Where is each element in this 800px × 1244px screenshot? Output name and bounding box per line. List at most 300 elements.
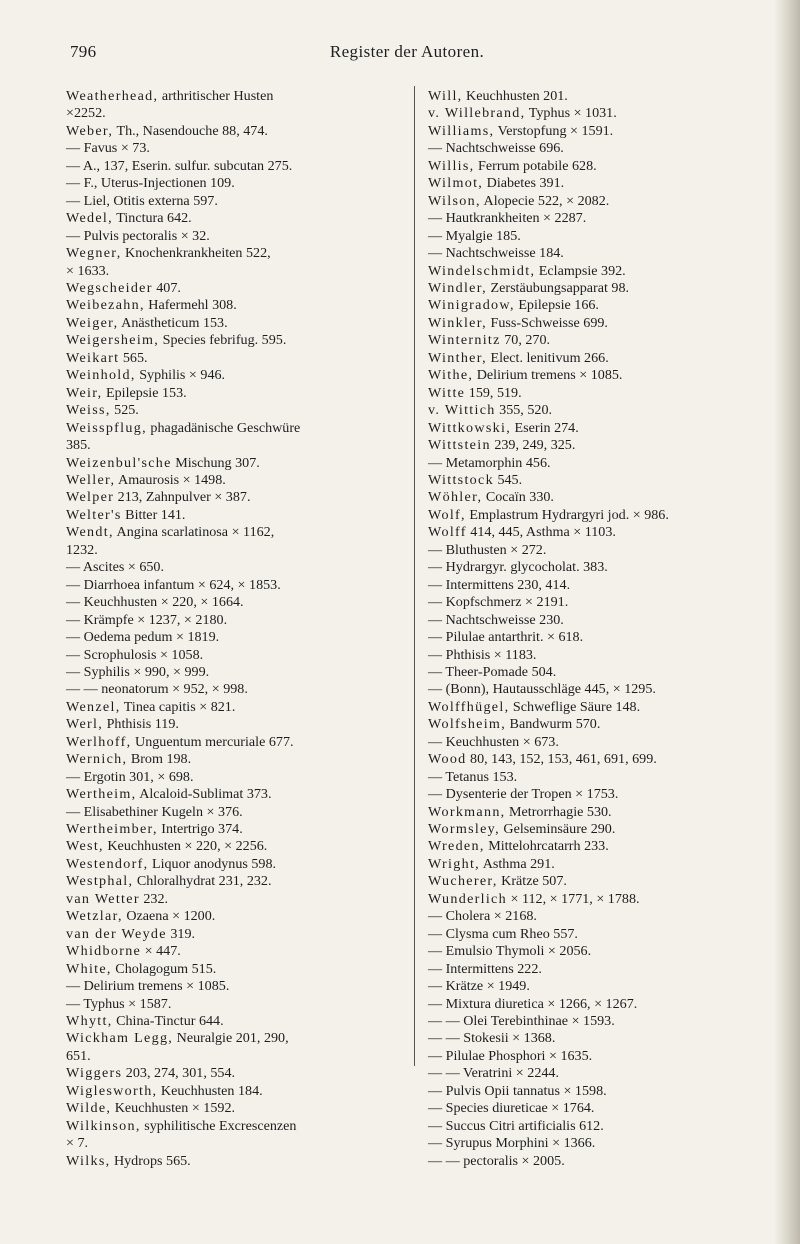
entry-text: Syphilis × 946. xyxy=(135,367,226,384)
index-entry xyxy=(428,210,778,227)
index-entry xyxy=(66,908,408,925)
author-name: Windelschmidt, xyxy=(428,262,536,279)
entry-text: — Kopfschmerz × 2191. xyxy=(428,594,569,611)
author-name: Westendorf, xyxy=(66,855,149,872)
author-name: Wilkinson, xyxy=(66,1117,141,1134)
entry-text: Eserin 274. xyxy=(511,419,579,436)
entry-text: Tinea capitis × 821. xyxy=(120,698,236,715)
entry-text: Krätze 507. xyxy=(497,873,567,890)
index-entry xyxy=(66,629,408,646)
author-name: Wiglesworth, xyxy=(66,1082,158,1099)
entry-text: Knochenkrankheiten 522, xyxy=(121,245,271,262)
index-entry xyxy=(428,699,778,716)
entry-text: — F., Uterus-Injectionen 109. xyxy=(66,175,235,192)
index-entry xyxy=(428,123,778,140)
entry-text: — Hydrargyr. glycocholat. 383. xyxy=(428,559,608,576)
index-entry xyxy=(428,297,778,314)
index-entry xyxy=(428,716,778,733)
index-entry xyxy=(428,873,778,890)
author-name: Weatherhead, xyxy=(66,88,159,104)
entry-text: — — neonatorum × 952, × 998. xyxy=(66,681,248,698)
index-entry xyxy=(428,664,778,681)
index-entry xyxy=(66,524,408,541)
author-name: Weiss, xyxy=(66,402,111,419)
entry-text: 213, Zahnpulver × 387. xyxy=(114,489,251,506)
entry-text: Chloralhydrat 231, 232. xyxy=(133,873,272,890)
author-name: Wunderlich xyxy=(428,890,507,907)
index-entry xyxy=(428,367,778,384)
author-name: Weller, xyxy=(66,471,116,488)
index-entry xyxy=(428,612,778,629)
entry-text: Zerstäubungsapparat 98. xyxy=(486,279,630,296)
index-entry xyxy=(428,891,778,908)
index-entry xyxy=(428,332,778,349)
entry-text: — Typhus × 1587. xyxy=(66,995,172,1012)
index-entry xyxy=(66,158,408,175)
author-name: Weber, xyxy=(66,122,114,139)
index-entry xyxy=(428,943,778,960)
author-name: Winigradow, xyxy=(428,297,515,314)
author-name: Wolf, xyxy=(428,506,466,523)
entry-text: — — Stokesii × 1368. xyxy=(428,1030,556,1047)
index-entry xyxy=(428,1048,778,1065)
index-entry xyxy=(428,193,778,210)
index-entry xyxy=(66,1030,408,1047)
index-entry xyxy=(428,402,778,419)
entry-text: Epilepsie 153. xyxy=(102,384,187,401)
index-entry xyxy=(428,1100,778,1117)
entry-text: syphilitische Excrescenzen xyxy=(140,1117,297,1134)
index-entry xyxy=(428,1065,778,1082)
index-entry xyxy=(66,978,408,995)
index-entry xyxy=(66,943,408,960)
index-entry xyxy=(428,489,778,506)
author-name: v. Willebrand, xyxy=(428,105,526,122)
index-entry xyxy=(66,1153,408,1170)
entry-text: — Myalgie 185. xyxy=(428,227,521,244)
entry-text: × 447. xyxy=(141,943,181,960)
index-entry xyxy=(66,402,408,419)
index-entry xyxy=(66,647,408,664)
author-name: Willis, xyxy=(428,157,475,174)
entry-text: — Pilulae antarthrit. × 618. xyxy=(428,629,584,646)
index-entry xyxy=(66,332,408,349)
entry-text: — A., 137, Eserin. sulfur. subcutan 275. xyxy=(66,157,293,174)
entry-text: Hydrops 565. xyxy=(110,1152,191,1169)
entry-text: Fuss-Schweisse 699. xyxy=(486,314,608,331)
index-entry xyxy=(428,158,778,175)
entry-text: Bitter 141. xyxy=(121,506,186,523)
index-entry xyxy=(66,455,408,472)
entry-text: — Krämpfe × 1237, × 2180. xyxy=(66,611,228,628)
entry-text: Alopecie 522, × 2082. xyxy=(480,192,610,209)
index-entry xyxy=(66,926,408,943)
entry-text: Amaurosis × 1498. xyxy=(115,471,226,488)
index-entry xyxy=(66,786,408,803)
index-entry xyxy=(66,821,408,838)
entry-text: 232. xyxy=(139,890,169,907)
index-entry xyxy=(428,594,778,611)
entry-text: 355, 520. xyxy=(495,402,553,419)
index-entry xyxy=(428,507,778,524)
index-entry xyxy=(66,891,408,908)
index-entry xyxy=(428,647,778,664)
index-entry xyxy=(66,280,408,297)
index-entry xyxy=(66,1135,408,1152)
entry-text: 414, 445, Asthma × 1103. xyxy=(466,524,616,541)
index-entry xyxy=(66,961,408,978)
author-name: Wilks, xyxy=(66,1152,111,1169)
entry-text: Elect. lenitivum 266. xyxy=(486,349,609,366)
author-name: v. Wittich xyxy=(428,402,496,419)
entry-text: — Pulvis pectoralis × 32. xyxy=(66,227,210,244)
entry-text: — Keuchhusten × 220, × 1664. xyxy=(66,594,244,611)
entry-text: × 1633. xyxy=(66,262,110,279)
index-entry xyxy=(428,577,778,594)
index-entry xyxy=(428,856,778,873)
entry-text: Delirium tremens × 1085. xyxy=(473,367,623,384)
entry-text: Tinctura 642. xyxy=(112,210,192,227)
entry-text: — Oedema pedum × 1819. xyxy=(66,629,220,646)
author-name: Winther, xyxy=(428,349,487,366)
entry-text: Neuralgie 201, 290, xyxy=(173,1030,289,1047)
index-entry xyxy=(428,1083,778,1100)
index-entry xyxy=(66,996,408,1013)
author-name: Wernich, xyxy=(66,751,128,768)
index-entry xyxy=(66,350,408,367)
index-entry xyxy=(66,769,408,786)
author-name: Wertheimber, xyxy=(66,821,158,838)
author-name: Weigersheim, xyxy=(66,332,160,349)
author-name: Welper xyxy=(66,489,115,506)
author-name: Weibezahn, xyxy=(66,297,145,314)
author-name: Winkler, xyxy=(428,314,487,331)
entry-text: Brom 198. xyxy=(127,751,192,768)
index-entry xyxy=(428,263,778,280)
entry-text: — Theer-Pomade 504. xyxy=(428,663,557,680)
author-name: Weisspflug, xyxy=(66,419,147,436)
entry-text: — — Veratrini × 2244. xyxy=(428,1065,559,1082)
author-name: Wolfsheim, xyxy=(428,716,507,733)
entry-text: Schwefligе Säure 148. xyxy=(509,698,641,715)
author-name: Wilde, xyxy=(66,1100,112,1117)
entry-text: — Delirium tremens × 1085. xyxy=(66,978,230,995)
entry-text: — Ascites × 650. xyxy=(66,559,164,576)
entry-text: Species febrifug. 595. xyxy=(159,332,287,349)
index-entry xyxy=(66,873,408,890)
index-entry xyxy=(428,350,778,367)
index-entry xyxy=(66,420,408,437)
author-name: Wolffhügel, xyxy=(428,698,510,715)
running-title: Register der Autoren. xyxy=(329,42,485,61)
entry-text: 80, 143, 152, 153, 461, 691, 699. xyxy=(466,751,657,768)
entry-text: Th., Nasendouche 88, 474. xyxy=(113,122,268,139)
entry-text: 159, 519. xyxy=(465,384,522,401)
index-entry xyxy=(66,437,408,454)
author-name: Weikart xyxy=(66,349,120,366)
index-entry xyxy=(428,1030,778,1047)
entry-text: Phthisis 119. xyxy=(103,716,179,733)
author-name: Williams, xyxy=(428,122,495,139)
index-entry xyxy=(66,734,408,751)
author-name: Westphal, xyxy=(66,873,134,890)
index-entry xyxy=(428,542,778,559)
entry-text: phagadänische Geschwüre xyxy=(146,419,301,436)
entry-text: 203, 274, 301, 554. xyxy=(122,1065,236,1082)
entry-text: — Dysenterie der Tropen × 1753. xyxy=(428,786,619,803)
index-entry xyxy=(66,1065,408,1082)
index-entry xyxy=(428,175,778,192)
index-entry xyxy=(66,315,408,332)
entry-text: Liquor anodynus 598. xyxy=(148,855,277,872)
author-name: van Wetter xyxy=(66,890,140,907)
index-entry xyxy=(428,838,778,855)
author-name: Weiger, xyxy=(66,314,119,331)
author-name: Wormsley, xyxy=(428,821,500,838)
index-entry xyxy=(66,612,408,629)
entry-text: Keuchhusten 184. xyxy=(157,1082,263,1099)
author-name: Werl, xyxy=(66,716,104,733)
entry-text: — Cholera × 2168. xyxy=(428,908,537,925)
entry-text: arthritischer Husten xyxy=(158,88,274,104)
index-entry xyxy=(66,210,408,227)
entry-text: — Nachtschweisse 696. xyxy=(428,140,564,157)
author-name: Wucherer, xyxy=(428,873,498,890)
entry-text: — Bluthusten × 272. xyxy=(428,541,547,558)
index-entry xyxy=(66,1118,408,1135)
author-name: Wöhler, xyxy=(428,489,483,506)
entry-text: Metrorrhagie 530. xyxy=(505,803,612,820)
author-name: Wittstock xyxy=(428,471,494,488)
entry-text: × 112, × 1771, × 1788. xyxy=(506,890,640,907)
author-name: Will, xyxy=(428,88,463,104)
entry-text: Keuchhusten × 1592. xyxy=(111,1100,236,1117)
entry-text: Diabetes 391. xyxy=(483,175,565,192)
index-entry xyxy=(428,245,778,262)
entry-text: — Tetanus 153. xyxy=(428,768,518,785)
index-entry xyxy=(66,838,408,855)
index-entry xyxy=(428,140,778,157)
author-name: Wickham Legg, xyxy=(66,1030,174,1047)
entry-text: — Succus Citri artificialis 612. xyxy=(428,1117,604,1134)
entry-text: — Elisabethiner Kugeln × 376. xyxy=(66,803,243,820)
entry-text: 1232. xyxy=(66,541,98,558)
entry-text: 525. xyxy=(110,402,139,419)
index-column-right xyxy=(428,88,778,1170)
index-entry xyxy=(66,175,408,192)
index-entry xyxy=(66,123,408,140)
index-entry xyxy=(428,751,778,768)
entry-text: Eclampsie 392. xyxy=(535,262,626,279)
entry-text: 385. xyxy=(66,437,91,454)
entry-text: China-Tinctur 644. xyxy=(112,1013,224,1030)
index-entry xyxy=(428,1153,778,1170)
entry-text: 319. xyxy=(166,925,196,942)
entry-text: Keuchhusten × 220, × 2256. xyxy=(103,838,268,855)
index-entry xyxy=(428,1135,778,1152)
entry-text: 651. xyxy=(66,1047,91,1064)
index-entry xyxy=(428,280,778,297)
author-name: Wenzel, xyxy=(66,698,121,715)
index-entry xyxy=(428,629,778,646)
entry-text: — Intermittens 230, 414. xyxy=(428,576,571,593)
index-entry xyxy=(428,769,778,786)
index-entry xyxy=(66,1048,408,1065)
index-entry xyxy=(428,455,778,472)
entry-text: Asthma 291. xyxy=(479,855,555,872)
index-entry xyxy=(66,105,408,122)
index-entry xyxy=(428,978,778,995)
author-name: Wittstein xyxy=(428,437,491,454)
author-name: Wood xyxy=(428,751,467,768)
author-name: Weinhold, xyxy=(66,367,136,384)
author-name: Wilmot, xyxy=(428,175,484,192)
index-entry xyxy=(66,1083,408,1100)
entry-text: — Keuchhusten × 673. xyxy=(428,733,559,750)
index-entry xyxy=(428,524,778,541)
author-name: Whidborne xyxy=(66,943,142,960)
index-entry xyxy=(428,1118,778,1135)
index-entry xyxy=(66,245,408,262)
entry-text: 70, 270. xyxy=(500,332,551,349)
index-entry xyxy=(428,88,778,105)
index-entry xyxy=(428,437,778,454)
entry-text: 407. xyxy=(152,279,181,296)
entry-text: Cocaïn 330. xyxy=(482,489,554,506)
index-entry xyxy=(428,315,778,332)
author-name: Wegner, xyxy=(66,245,122,262)
page-header xyxy=(62,42,752,70)
entry-text: Bandwurm 570. xyxy=(506,716,601,733)
entry-text: ×2252. xyxy=(66,105,106,122)
author-name: Withe, xyxy=(428,367,474,384)
author-name: Wertheim, xyxy=(66,786,137,803)
entry-text: — Pilulae Phosphori × 1635. xyxy=(428,1047,593,1064)
index-entry xyxy=(66,88,408,105)
index-entry xyxy=(66,140,408,157)
index-entry xyxy=(66,1100,408,1117)
entry-text: Epilepsie 166. xyxy=(514,297,599,314)
author-name: Wittkowski, xyxy=(428,419,512,436)
author-name: Wolff xyxy=(428,524,467,541)
author-name: Winternitz xyxy=(428,332,501,349)
entry-text: Alcaloid-Sublimat 373. xyxy=(136,786,272,803)
author-name: Weizenbul'sche xyxy=(66,454,172,471)
entry-text: — Syrupus Morphini × 1366. xyxy=(428,1135,596,1152)
index-entry xyxy=(428,961,778,978)
index-entry xyxy=(66,681,408,698)
column-divider xyxy=(414,86,415,1066)
author-name: van der Weyde xyxy=(66,925,167,942)
index-entry xyxy=(428,559,778,576)
entry-text: — Favus × 73. xyxy=(66,140,150,157)
index-entry xyxy=(428,734,778,751)
entry-text: — Ergotin 301, × 698. xyxy=(66,768,194,785)
index-entry xyxy=(66,716,408,733)
index-entry xyxy=(66,577,408,594)
entry-text: Typhus × 1031. xyxy=(525,105,617,122)
entry-text: — Krätze × 1949. xyxy=(428,978,530,995)
entry-text: Mischung 307. xyxy=(171,454,260,471)
index-entry xyxy=(66,699,408,716)
index-entry xyxy=(428,926,778,943)
index-entry xyxy=(66,489,408,506)
entry-text: — Emulsio Thymoli × 2056. xyxy=(428,943,592,960)
index-entry xyxy=(66,507,408,524)
entry-text: × 7. xyxy=(66,1135,89,1152)
index-entry xyxy=(66,263,408,280)
index-entry xyxy=(428,908,778,925)
index-entry xyxy=(66,1013,408,1030)
author-name: Wendt, xyxy=(66,524,114,541)
author-name: Werlhoff, xyxy=(66,733,132,750)
entry-text: — Hautkrankheiten × 2287. xyxy=(428,210,587,227)
entry-text: — Scrophulosis × 1058. xyxy=(66,646,204,663)
author-name: Welter's xyxy=(66,506,122,523)
index-entry xyxy=(428,420,778,437)
entry-text: — Syphilis × 990, × 999. xyxy=(66,663,210,680)
page-number: 796 xyxy=(70,42,97,61)
entry-text: Intertrigo 374. xyxy=(157,821,243,838)
entry-text: — Intermittens 222. xyxy=(428,960,542,977)
entry-text: — Mixtura diuretica × 1266, × 1267. xyxy=(428,995,638,1012)
author-name: Whytt, xyxy=(66,1013,113,1030)
index-entry xyxy=(428,996,778,1013)
entry-text: — Species diureticae × 1764. xyxy=(428,1100,595,1117)
index-entry xyxy=(66,297,408,314)
entry-text: — Nachtschweisse 230. xyxy=(428,611,564,628)
index-entry xyxy=(428,786,778,803)
author-name: Workmann, xyxy=(428,803,506,820)
author-name: Wegscheider xyxy=(66,279,153,296)
index-entry xyxy=(66,385,408,402)
entry-text: — Phthisis × 1183. xyxy=(428,646,537,663)
index-entry xyxy=(66,856,408,873)
entry-text: Ozaena × 1200. xyxy=(122,908,216,925)
entry-text: Hafermehl 308. xyxy=(144,297,237,314)
index-entry xyxy=(66,367,408,384)
index-entry xyxy=(66,751,408,768)
index-entry xyxy=(66,804,408,821)
index-entry xyxy=(428,804,778,821)
author-name: Witte xyxy=(428,384,466,401)
index-entry xyxy=(66,228,408,245)
author-name: Wetzlar, xyxy=(66,908,123,925)
author-name: Wreden, xyxy=(428,838,485,855)
entry-text: — Diarrhoea infantum × 624, × 1853. xyxy=(66,576,281,593)
entry-text: — Nachtschweisse 184. xyxy=(428,245,564,262)
entry-text: — Metamorphin 456. xyxy=(428,454,551,471)
entry-text: Emplastrum Hydrargyri jod. × 986. xyxy=(465,506,669,523)
index-entry xyxy=(66,664,408,681)
entry-text: — — pectoralis × 2005. xyxy=(428,1152,565,1169)
entry-text: Mittelohrcatarrh 233. xyxy=(484,838,609,855)
author-name: Weir, xyxy=(66,384,103,401)
entry-text: Ferrum potabile 628. xyxy=(474,157,597,174)
entry-text: Verstopfung × 1591. xyxy=(494,122,614,139)
author-name: Wilson, xyxy=(428,192,481,209)
index-entry xyxy=(428,472,778,489)
author-name: Wedel, xyxy=(66,210,113,227)
author-name: West, xyxy=(66,838,104,855)
index-entry xyxy=(428,105,778,122)
entry-text: Anästheticum 153. xyxy=(118,314,228,331)
index-entry xyxy=(428,681,778,698)
entry-text: Angina scarlatinosa × 1162, xyxy=(113,524,275,541)
author-name: Wright, xyxy=(428,855,480,872)
index-entry xyxy=(66,472,408,489)
author-name: Wiggers xyxy=(66,1065,123,1082)
